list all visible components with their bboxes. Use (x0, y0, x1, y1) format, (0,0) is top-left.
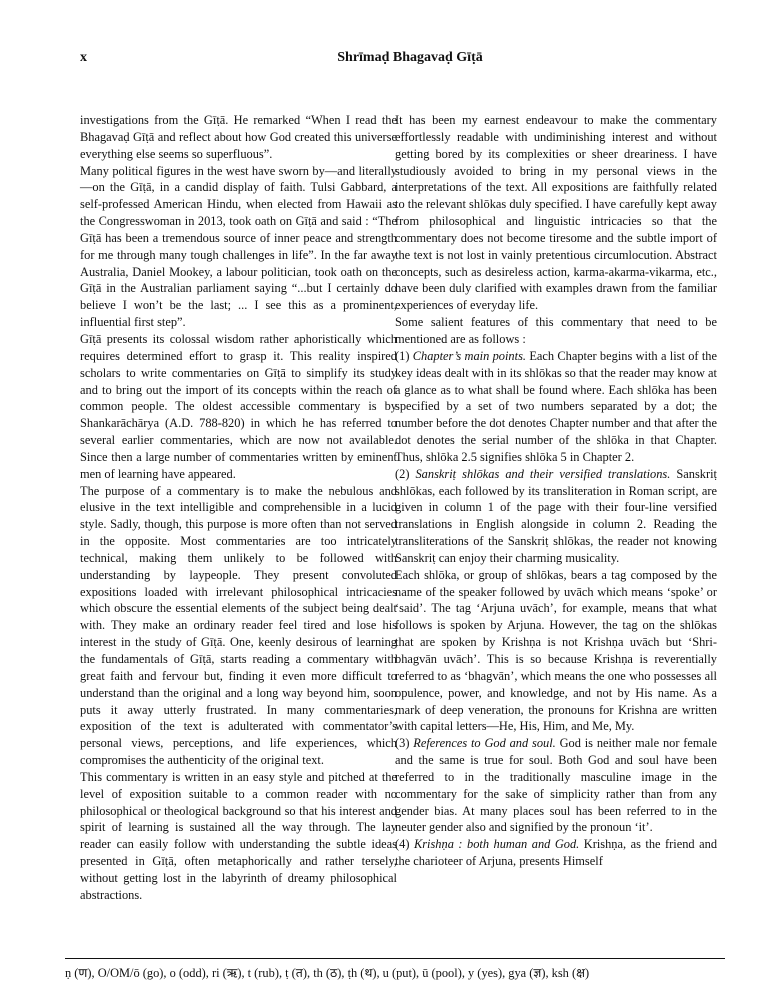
item-number: (4) (395, 837, 414, 852)
page-header (80, 50, 740, 70)
item-heading: Chapter’s main points. (412, 348, 526, 363)
item-heading: Sanskriṭ shlōkas and their versified translations. (415, 466, 671, 481)
item-number: (1) (395, 348, 413, 363)
item-heading: Krishṇa : both human and God. (413, 837, 580, 852)
item-text: Each Chapter begins with a list of the key ideas dealt with in its shlōkas so that the reader may know at a glance as to what shall be found where. Each shlōka has been specified by a set of two numbers separated by a dot; the number before the dot denotes Chapter number and that after the dot denotes the serial number of the shlōka in that Chapter. Thus, shlōka 2.5 signifies shlōka 5 in Chapter 2. (395, 348, 717, 464)
item-heading: References to God and soul. (413, 736, 556, 751)
paragraph: Some salient features of this commentary that need to be mentioned are as follows : (395, 315, 717, 346)
feature-item-2 (395, 466, 717, 567)
item-number: (3) (395, 736, 414, 751)
paragraph: Many political figures in the west have sworn by—and literally—on the Gīṭā, in a candid display of faith. Tulsi Gabbard, a self-professed American Hindu, when elected from Hawaii as the Congresswoman in 2013, took oath on Gīṭā and said : “The Gīṭā has been a tremendous source of inner peace and strength for me through many tough challenges in life”. In the far away Australia, Daniel Mookey, a labour politician, took oath on the Gīṭā in the Australian parliament saying “...but I certainly do believe I won’t be the last; ... I see this as a prominent, influential first step”. (80, 163, 397, 330)
paragraph: Gīṭā presents its colossal wisdom rather aphoristically which requires determined effort to grasp it. This reality inspired scholars to write commentaries on Gīṭā to simplify its study and to bring out the import of its concepts within the reach of common people. The oldest accessible commentary is by Shankarāchārya (A.D. 788-820) in which he has referred to several earlier commentaries, which are now not available. Since then a large number of commentaries written by eminent men of learning have appeared. (80, 331, 397, 481)
feature-item-3 (395, 735, 717, 836)
right-column (395, 112, 717, 870)
item-number: (2) (395, 466, 416, 481)
feature-item-4 (395, 836, 717, 870)
item-text: God is neither male nor female and the same is true for soul. Both God and soul have been referred to in the traditionally masculine image in the commentary for the sake of simplicity rather than from any gender bias. At many places soul has been referred to in the neuter gender also and signified by the pronoun ‘it’. (395, 736, 717, 835)
paragraph: It has been my earnest endeavour to make the commentary effortlessly readable with undiminishing interest and without getting bored by its complexities or sheer dreariness. I have studiously avoided to bring in my personal views in the interpretations of the text. All expositions are faithfully related to the relevant shlōkas duly specified. I have carefully kept away from philosophical and linguistic intricacies so that the commentary does not become tiresome and the subtle import of the text is not lost in vainly pretentious circumlocution. Abstract concepts, such as desireless action, karma-akarma-vikarma, etc., have been duly clarified with examples drawn from the familiar experiences of everyday life. (395, 113, 717, 313)
left-column (80, 112, 397, 904)
footer-divider (65, 958, 725, 959)
pronunciation-key: ṇ (ण), O/OM/ō (go), o (odd), ri (ऋ), t (rub), ṭ (त), th (ठ), ṭh (थ), u (put), ū (pool), y (yes), gya (ज्ञ), ksh (क्ष) (65, 966, 590, 980)
feature-item-1 (395, 348, 717, 466)
running-title: Shrīmaḍ Bhagavaḍ Gīṭā (337, 50, 483, 65)
item-text: Sanskriṭ shlōkas, each followed by its transliteration in Roman script, are given in column 1 of the page with their four-line versified translations in English alongside in column 2. Reading the transliterations of the Sanskriṭ shlōkas, the reader not knowing Sanskriṭ can enjoy their charming musicality. (395, 466, 717, 565)
item-text: Krishṇa, as the friend and the charioteer of Arjuna, presents Himself (395, 837, 718, 869)
paragraph: The purpose of a commentary is to make the nebulous and elusive in the text intelligible and comprehensible in a lucid style. Sadly, though, this purpose is more often than not served in the opposite. Most commentaries are too intricately technical, making them unlikely to be followed with understanding by laypeople. They present convoluted expositions loaded with irrelevant philosophical intricacies which obscure the essential elements of the subject being dealt with. They make an ordinary reader feel tired and lose his interest in the study of Gīṭā. One, keenly desirous of learning the fundamentals of Gīṭā, starts reading a commentary with great faith and fervour but, finding it even more difficult to understand than the original and a long way beyond him, soon puts it away utterly frustrated. In many commentaries, exposition of the text is adulterated with commentator’s personal views, perceptions, and life experiences, which compromises the authenticity of the original text. (80, 483, 397, 768)
paragraph: This commentary is written in an easy style and pitched at the level of exposition suitable to a common reader with no philosophical or theological background so that his interest and spirit of learning is sustained all the way through. The lay reader can easily follow with understanding the subtle ideas presented in Gīṭā, often metaphorically and rather tersely, without getting lost in the labyrinth of dreamy philosophical abstractions. (80, 769, 397, 902)
paragraph: Each shlōka, or group of shlōkas, bears a tag composed by the name of the speaker followed by uvāch which means ‘spoke’ or ‘said’. The tag ‘Arjuna uvāch’, for example, means that what follows is spoken by Arjuna. However, the tag on the shlōkas that are spoken by Krishṇa is not Krishṇa uvāch but ‘Shri-bhagvān uvāch’. This is so because Krishṇa is reverentially referred to as ‘bhagvān’, which means the one who possesses all opulence, power, and knowledge, and not by His name. As a mark of deep veneration, the pronouns for Krishna are written with capital letters—He, His, Him, and Me, My. (395, 567, 717, 734)
page-number: x (80, 50, 87, 65)
paragraph: investigations from the Gīṭā. He remarked “When I read the Bhagavaḍ Gīṭā and reflect about how God created this universe everything else seems so superfluous”. (80, 113, 397, 161)
